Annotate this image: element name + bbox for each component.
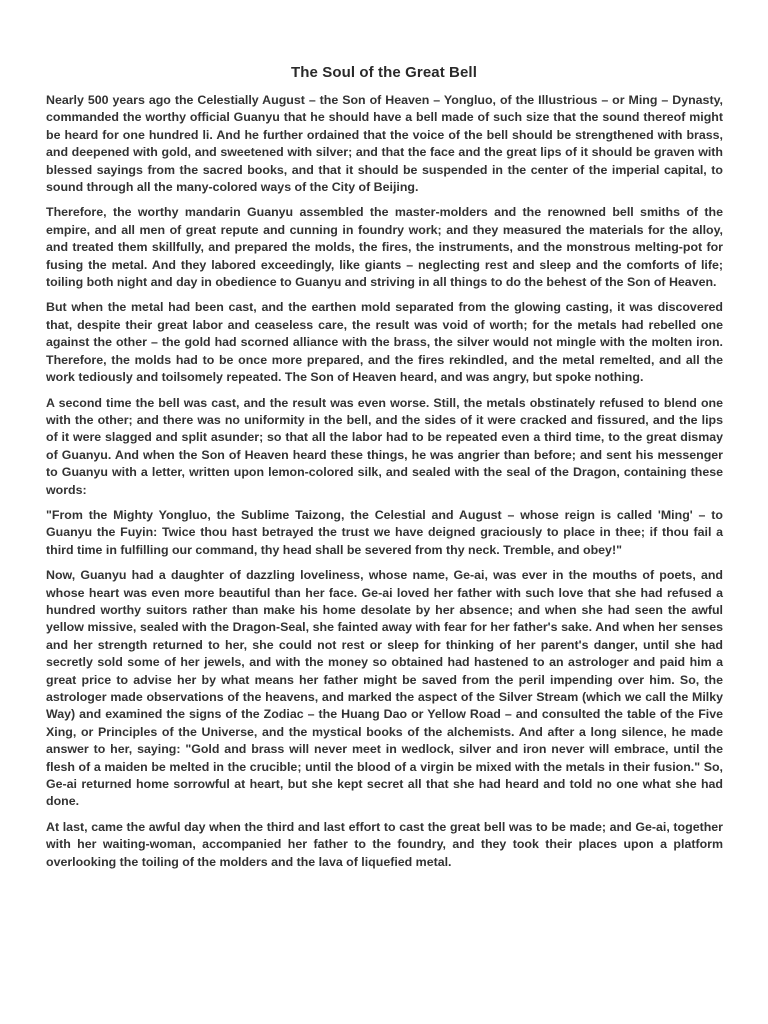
page-title: The Soul of the Great Bell [291, 64, 477, 81]
paragraph: A second time the bell was cast, and the result was even worse. Still, the metals obstinately refused to blend one with the other; and there was no uniformity in the bell, and the sides of it were cracked and fissured, and the lips of it were slagged and split asunder; so that all the labor had to be repeated even a third time, to the great dismay of Guanyu. And when the Son of Heaven heard these things, he was angrier than before; and sent his messenger to Guanyu with a letter, written upon lemon-colored silk, and sealed with the seal of the Dragon, containing these words: [46, 395, 723, 497]
paragraph: Nearly 500 years ago the Celestially August – the Son of Heaven – Yongluo, of the Illustrious – or Ming – Dynasty, commanded the worthy official Guanyu that he should have a bell made of such size that the sound thereof might be heard for one hundred li. And he further ordained that the voice of the bell should be strengthened with brass, and deepened with gold, and sweetened with silver; and that the face and the great lips of it should be graven with blessed sayings from the sacred books, and that it should be suspended in the center of the imperial capital, to sound through all the many-colored ways of the City of Beijing. [46, 93, 723, 195]
paragraph: But when the metal had been cast, and the earthen mold separated from the glowing casting, it was discovered that, despite their great labor and ceaseless care, the result was void of worth; for the metals had rebelled one against the other – the gold had scorned alliance with the brass, the silver would not mingle with the molten iron. Therefore, the molds had to be once more prepared, and the fires rekindled, and the metal remelted, and all the work tediously and toilsomely repeated. The Son of Heaven heard, and was angry, but spoke nothing. [46, 300, 723, 385]
document-body [46, 92, 723, 879]
quoted-letter-paragraph: "From the Mighty Yongluo, the Sublime Taizong, the Celestial and August – whose reign is called 'Ming' – to Guanyu the Fuyin: Twice thou hast betrayed the trust we have deigned graciously to place in thee; if thou fail a third time in fulfilling our command, thy head shall be severed from thy neck. Tremble, and obey!" [46, 507, 723, 557]
paragraph: Therefore, the worthy mandarin Guanyu assembled the master-molders and the renowned bell smiths of the empire, and all men of great repute and cunning in foundry work; and they measured the materials for the alloy, and treated them skillfully, and prepared the molds, the fires, the instruments, and the monstrous melting-pot for fusing the metal. And they labored exceedingly, like giants – neglecting rest and sleep and the comforts of life; toiling both night and day in obedience to Guanyu and striving in all things to do the behest of the Son of Heaven. [46, 205, 723, 290]
paragraph: At last, came the awful day when the third and last effort to cast the great bell was to be made; and Ge-ai, together with her waiting-woman, accompanied her father to the foundry, and they took their places upon a platform overlooking the toiling of the molders and the lava of liquefied metal. [46, 819, 723, 869]
paragraph: Now, Guanyu had a daughter of dazzling loveliness, whose name, Ge-ai, was ever in the mouths of poets, and whose heart was even more beautiful than her face. Ge-ai loved her father with such love that she had refused a hundred worthy suitors rather than make his home desolate by her absence; and when she had seen the awful yellow missive, sealed with the Dragon-Seal, she fainted away with fear for her father's sake. And when her senses and her strength returned to her, she could not rest or sleep for thinking of her parent's danger, until she had secretly sold some of her jewels, and with the money so obtained had hastened to an astrologer and paid him a great price to advise her by what means her father might be saved from the peril impending over him. So, the astrologer made observations of the heavens, and marked the aspect of the Silver Stream (which we call the Milky Way) and examined the signs of the Zodiac – the Huang Dao or Yellow Road – and consulted the table of the Five Xing, or Principles of the Universe, and the mystical books of the alchemists. And after a long silence, he made answer to her, saying: "Gold and brass will never meet in wedlock, silver and iron never will embrace, until the flesh of a maiden be melted in the crucible; until the blood of a virgin be mixed with the metals in their fusion." So, Ge-ai returned home sorrowful at heart, but she kept secret all that she had heard and told no one what she had done. [46, 568, 723, 809]
